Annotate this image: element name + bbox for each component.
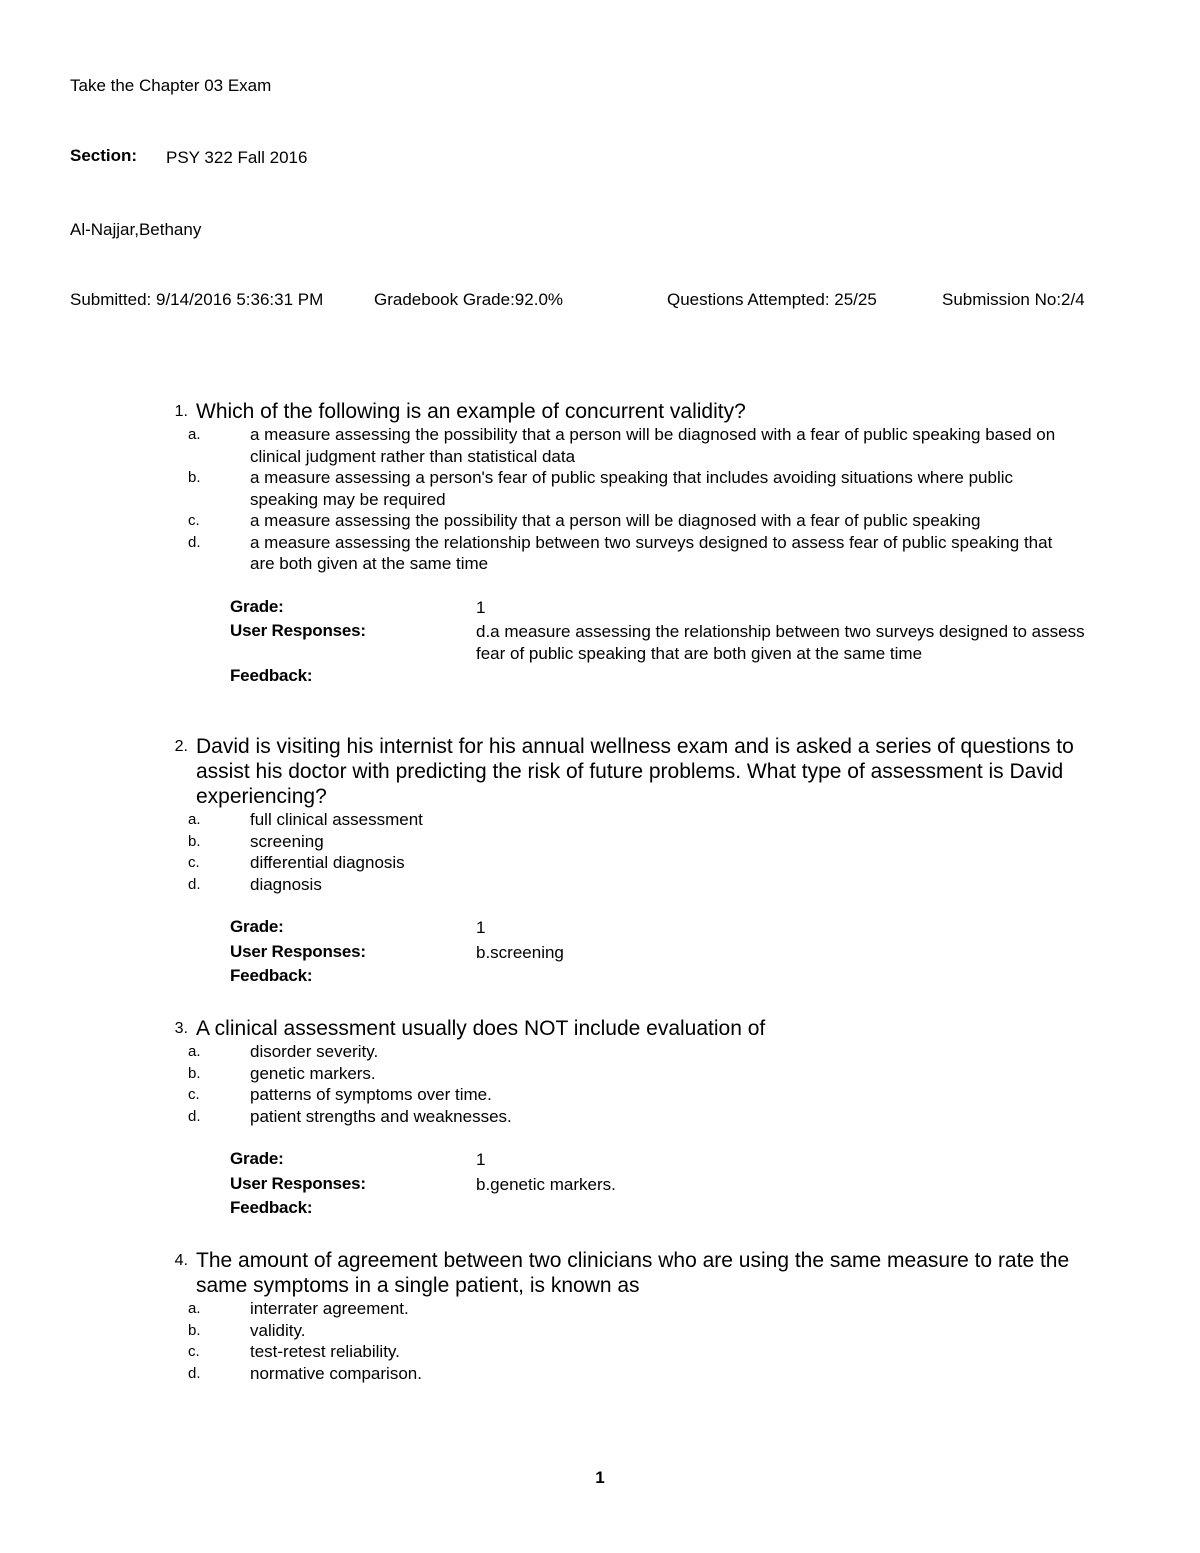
feedback-value [476, 664, 1116, 689]
option-a [150, 809, 1120, 831]
option-text: a measure assessing the relationship between two surveys designed to assess fear of public speaking that are both given at the same time [250, 532, 1053, 573]
user-responses-label: User Responses: [230, 621, 366, 640]
option-letter: b. [188, 469, 201, 486]
option-letter: c. [188, 1343, 200, 1360]
option-a [150, 1298, 1120, 1320]
response-summary [150, 915, 1120, 989]
submission-number: Submission No:2/4 [942, 290, 1085, 309]
grade-label: Grade: [230, 596, 284, 616]
option-c [150, 1341, 1120, 1363]
section-value: PSY 322 Fall 2016 [166, 148, 308, 167]
option-b [150, 1320, 1120, 1342]
option-b [150, 831, 1120, 853]
user-response-value: b.genetic markers. [476, 1174, 616, 1194]
option-c [150, 1084, 1120, 1106]
feedback-value [476, 1196, 1116, 1221]
option-d [150, 532, 1120, 575]
option-d [150, 874, 1120, 896]
question-3 [150, 1016, 1120, 1221]
option-text: genetic markers. [250, 1063, 376, 1083]
option-text: a measure assessing the possibility that a person will be diagnosed with a fear of public speaking [250, 511, 981, 530]
option-letter: a. [188, 811, 201, 828]
student-name: Al-Najjar,Bethany [70, 220, 202, 239]
response-summary [150, 1147, 1120, 1221]
option-text: screening [250, 831, 324, 851]
option-text: patterns of symptoms over time. [250, 1085, 492, 1104]
user-responses-label: User Responses: [230, 941, 366, 961]
option-letter: c. [188, 854, 200, 871]
question-text: Which of the following is an example of concurrent validity? [196, 400, 746, 423]
user-responses-label: User Responses: [230, 1173, 366, 1193]
feedback-value [476, 964, 1116, 989]
option-letter: d. [188, 1107, 201, 1125]
option-c [150, 510, 1120, 532]
question-number: 4. [174, 1252, 188, 1269]
option-letter: d. [188, 875, 201, 893]
question-4 [150, 1248, 1120, 1384]
user-response-value: b.screening [476, 942, 564, 962]
option-b [150, 467, 1120, 510]
question-number: 3. [174, 1020, 188, 1037]
question-number: 2. [174, 738, 188, 755]
response-summary [150, 595, 1120, 689]
gradebook-grade: Gradebook Grade:92.0% [374, 290, 564, 309]
questions-attempted: Questions Attempted: 25/25 [667, 290, 877, 309]
option-text: test-retest reliability. [250, 1342, 400, 1361]
option-a [150, 424, 1120, 467]
exam-title: Take the Chapter 03 Exam [70, 76, 272, 95]
option-text: patient strengths and weaknesses. [250, 1106, 512, 1126]
submitted-timestamp: Submitted: 9/14/2016 5:36:31 PM [70, 290, 324, 309]
feedback-label: Feedback: [230, 966, 313, 985]
option-d [150, 1106, 1120, 1128]
grade-value: 1 [476, 1150, 486, 1169]
option-text: diagnosis [250, 874, 322, 894]
option-a [150, 1041, 1120, 1063]
option-text: differential diagnosis [250, 853, 405, 872]
user-response-value: d.a measure assessing the relationship between two surveys designed to assess fear of public speaking that are both given at the same time [476, 622, 1085, 663]
feedback-label: Feedback: [230, 1198, 313, 1217]
grade-label: Grade: [230, 917, 284, 936]
feedback-label: Feedback: [230, 666, 313, 685]
question-text: The amount of agreement between two clinicians who are using the same measure to rate the same symptoms in a single patient, is known as [196, 1249, 1070, 1297]
question-text: A clinical assessment usually does NOT include evaluation of [196, 1017, 766, 1040]
option-letter: a. [188, 1043, 201, 1060]
option-letter: b. [188, 1321, 201, 1339]
question-text: David is visiting his internist for his annual wellness exam and is asked a series of questions to assist his doctor with predicting the risk of future problems. What type of assessment is David experiencing? [196, 735, 1074, 808]
option-letter: a. [188, 426, 201, 443]
option-b [150, 1063, 1120, 1085]
option-letter: d. [188, 1364, 201, 1382]
option-text: a measure assessing the possibility that a person will be diagnosed with a fear of public speaking based on clinical judgment rather than statistical data [250, 425, 1056, 466]
option-text: a measure assessing a person's fear of public speaking that includes avoiding situations where public speaking may be required [250, 468, 1014, 509]
option-letter: c. [188, 512, 200, 529]
section-label: Section: [70, 146, 138, 165]
option-text: disorder severity. [250, 1042, 379, 1061]
grade-label: Grade: [230, 1149, 284, 1168]
grade-value: 1 [476, 597, 486, 617]
option-text: interrater agreement. [250, 1299, 409, 1318]
option-letter: b. [188, 832, 201, 850]
question-number: 1. [174, 403, 188, 420]
option-text: full clinical assessment [250, 810, 423, 829]
option-c [150, 852, 1120, 874]
grade-value: 1 [476, 918, 486, 937]
question-1 [150, 399, 1120, 689]
option-letter: b. [188, 1064, 201, 1082]
page-number: 1 [595, 1468, 605, 1487]
option-letter: a. [188, 1300, 201, 1317]
option-d [150, 1363, 1120, 1385]
option-letter: d. [188, 533, 201, 551]
option-letter: c. [188, 1086, 200, 1103]
option-text: normative comparison. [250, 1363, 422, 1383]
option-text: validity. [250, 1320, 306, 1340]
question-2 [150, 734, 1120, 989]
